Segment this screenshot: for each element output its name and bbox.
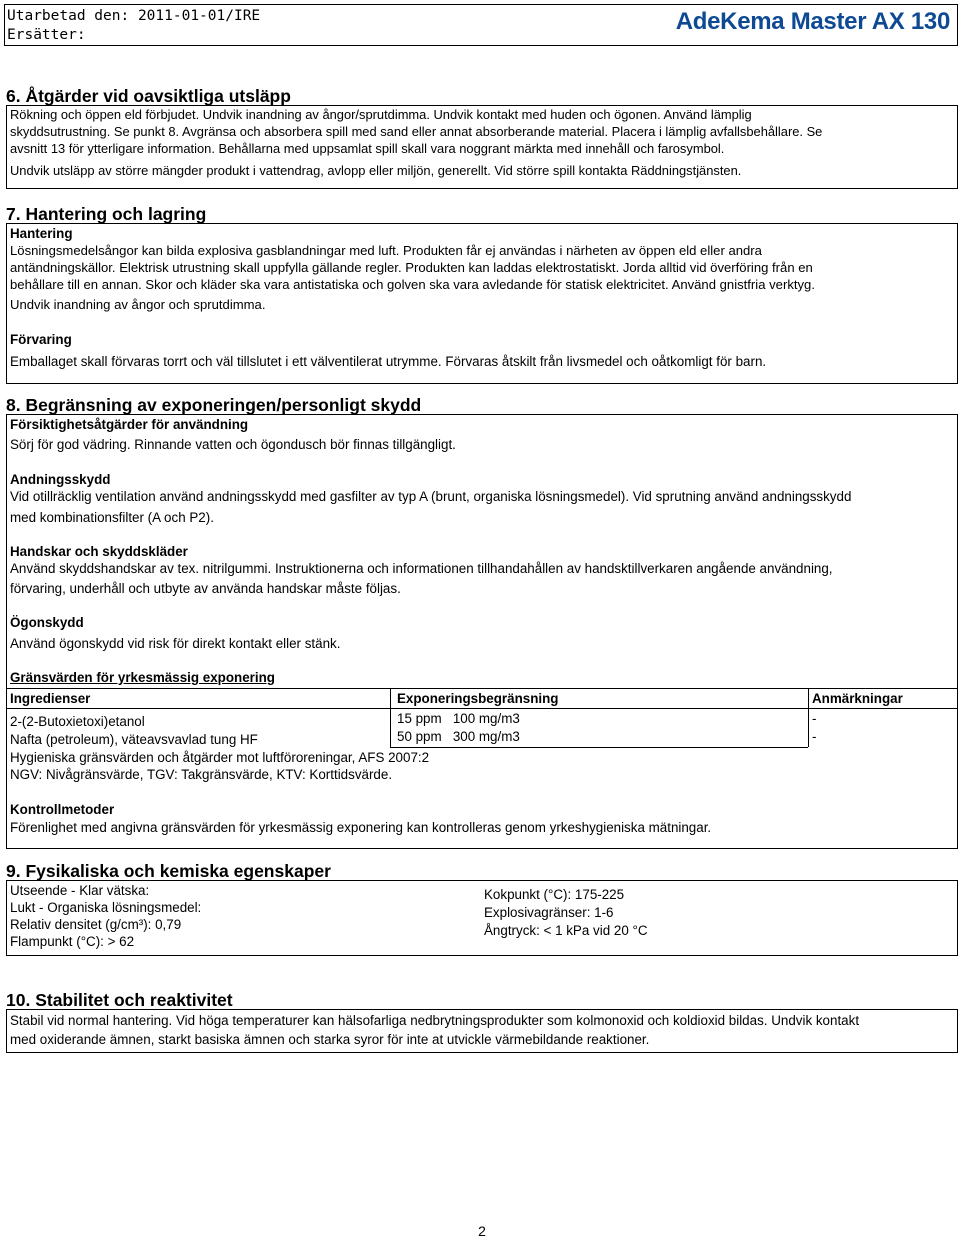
table-remark-2: -	[812, 729, 817, 744]
replaces-label: Ersätter:	[7, 27, 86, 43]
table-divider-2	[808, 688, 809, 747]
eye-heading: Ögonskydd	[10, 615, 84, 630]
property-appearance: Utseende - Klar vätska:	[10, 883, 150, 898]
section-7-title: 7. Hantering och lagring	[6, 204, 207, 224]
gloves-line-1: Använd skyddshandskar av tex. nitrilgummi. Instruktionerna och informationen tillhandahållen av handsktillverkaren angående användning,	[10, 561, 833, 576]
gloves-heading: Handskar och skyddskläder	[10, 544, 188, 559]
property-density: Relativ densitet (g/cm³): 0,79	[10, 917, 182, 932]
stability-line-2: med oxiderande ämnen, starkt basiska ämnen och starka syror för inte at utvickle värmebildande reaktioner.	[10, 1032, 650, 1047]
property-flashpoint: Flampunkt (°C): > 62	[10, 934, 135, 949]
limits-heading: Gränsvärden för yrkesmässig exponering	[10, 670, 275, 685]
section-8-title: 8. Begränsning av exponeringen/personligt skydd	[6, 395, 422, 415]
storage-text: Emballaget skall förvaras torrt och väl tillslutet i ett välventilerat utrymme. Förvaras åtskilt från livsmedel och oåtkomligt för barn.	[10, 354, 767, 369]
precautions-text: Sörj för god vädring. Rinnande vatten och ögondusch bör finnas tillgängligt.	[10, 437, 456, 452]
section-6-line-1: Rökning och öppen eld förbjudet. Undvik inandning av ångor/sprutdimma. Undvik kontakt med huden och ögonen. Använd lämplig	[10, 107, 752, 122]
control-text: Förenlighet med angivna gränsvärden för yrkesmässig exponering kan kontrolleras genom yrkeshygieniska mätningar.	[10, 820, 712, 835]
page-number: 2	[478, 1223, 486, 1239]
section-9-title: 9. Fysikaliska och kemiska egenskaper	[6, 861, 331, 881]
respiratory-heading: Andningsskydd	[10, 472, 111, 487]
table-header-remarks: Anmärkningar	[812, 691, 903, 706]
table-limit-2: 50 ppm 300 mg/m3	[397, 729, 520, 744]
handling-line-4: Undvik inandning av ångor och sprutdimma.	[10, 297, 266, 312]
gloves-line-2: förvaring, underhåll och utbyte av använda handskar måste följas.	[10, 581, 401, 596]
respiratory-line-2: med kombinationsfilter (A och P2).	[10, 510, 214, 525]
handling-line-2: antändningskällor. Elektrisk utrustning skall uppfylla gällande regler. Produkten kan laddas elektrostatiskt. Jorda alltid vid överföring från en	[10, 260, 813, 275]
respiratory-line-1: Vid otillräcklig ventilation använd andningsskydd med gasfilter av typ A (brunt, organiska lösningsmedel). Vid sprutning använd andningsskydd	[10, 489, 852, 504]
precautions-heading: Försiktighetsåtgärder för användning	[10, 417, 249, 432]
table-remark-1: -	[812, 711, 817, 726]
table-limits-rule	[390, 747, 808, 748]
stability-line-1: Stabil vid normal hantering. Vid höga temperaturer kan hälsofarliga nedbrytningsprodukter som kolmonoxid och koldioxid bildas. Undvik kontakt	[10, 1013, 860, 1028]
property-explosion-limits: Explosivagränser: 1-6	[484, 905, 614, 920]
section-6-line-2: skyddsutrustning. Se punkt 8. Avgränsa och absorbera spill med sand eller annat absorberande material. Placera i lämplig avfallsbehållare. Se	[10, 124, 823, 139]
table-header-limits: Exponeringsbegränsning	[397, 691, 559, 706]
table-divider-1	[390, 688, 391, 747]
storage-heading: Förvaring	[10, 332, 72, 347]
section-6-line-4: Undvik utsläpp av större mängder produkt i vattendrag, avlopp eller miljön, generellt. Vid större spill kontakta Räddningstjänsten.	[10, 163, 742, 178]
section-6-line-3: avsnitt 13 för ytterligare information. Behållarna med uppsamlat spill skall vara noggrant märkta med innehåll och farosymbol.	[10, 141, 725, 156]
table-header-ingredients: Ingredienser	[10, 691, 91, 706]
prepared-date: Utarbetad den: 2011-01-01/IRE	[7, 8, 261, 24]
product-title: AdeKema Master AX 130	[675, 8, 950, 35]
property-boiling-point: Kokpunkt (°C): 175-225	[484, 887, 625, 902]
table-ingredient-2: Nafta (petroleum), väteavsvavlad tung HF	[10, 732, 258, 747]
property-odor: Lukt - Organiska lösningsmedel:	[10, 900, 202, 915]
property-vapor-pressure: Ångtryck: < 1 kPa vid 20 °C	[484, 923, 648, 938]
eye-text: Använd ögonskydd vid risk för direkt kontakt eller stänk.	[10, 636, 341, 651]
handling-line-1: Lösningsmedelsångor kan bilda explosiva gasblandningar med luft. Produkten får ej användas i närheten av öppen eld eller andra	[10, 243, 762, 258]
table-limit-1: 15 ppm 100 mg/m3	[397, 711, 520, 726]
control-heading: Kontrollmetoder	[10, 802, 115, 817]
handling-heading: Hantering	[10, 226, 73, 241]
hygiene-line-1: Hygieniska gränsvärden och åtgärder mot luftföroreningar, AFS 2007:2	[10, 750, 430, 765]
handling-line-3: behållare till en annan. Skor och kläder ska vara antistatiska och golven ska vara avledande för statisk elektricitet. Använd gnistfria verktyg.	[10, 277, 815, 292]
table-ingredient-1: 2-(2-Butoxietoxi)etanol	[10, 714, 145, 729]
section-10-title: 10. Stabilitet och reaktivitet	[6, 990, 233, 1010]
section-6-title: 6. Åtgärder vid oavsiktliga utsläpp	[6, 86, 291, 106]
hygiene-line-2: NGV: Nivågränsvärde, TGV: Takgränsvärde, KTV: Korttidsvärde.	[10, 767, 393, 782]
